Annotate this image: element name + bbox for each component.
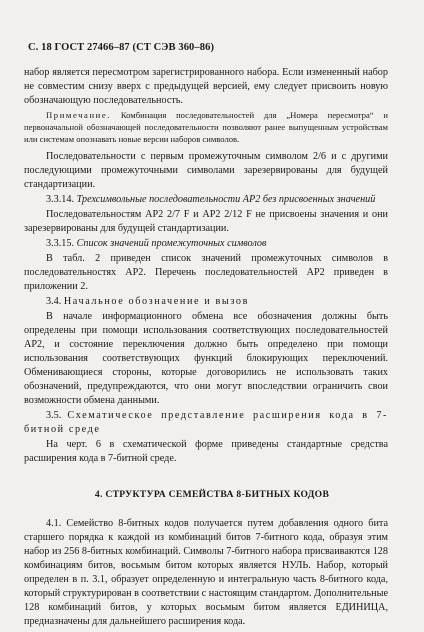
paragraph-figure-6: На черт. 6 в схематической форме приведены стандартные средства расширения кода в 7-битной среде. [24,439,388,464]
section-number: 3.3.14. [46,194,77,205]
section-title: Начальное обозначение и вызов [63,296,250,307]
section-title: Трехсимвольные последовательности АР2 без присвоенных значений [76,194,376,205]
note-label: Примечание. [46,110,112,120]
section-number: 3.5. [46,410,68,421]
paragraph-4-1: 4.1. Семейство 8-битных кодов получается путем добавления одного бита старшего порядка к каждой из комбинаций битов 7-битного кода, образуя этим набор из 256 8-битных комбинаций. Символы 7-битного набора присваиваются 128 комбинациям битов, восьмым битом которых является НУЛЬ. Набор, который определен в п. 3.1, образует определенную и интегральную часть 8-битного кода, который структурирован в соответствии с настоящим стандартом. Дополнительные 128 комбинаций битов, у которых восьмым битом является ЕДИНИЦА, предназначены для дальнейшего расширения кода. [24,518,388,627]
paragraph-unassigned: Последовательностям АР2 2/7 F и АР2 2/12 F не присвоены значения и они зарезервированы для будущей стандартизации. [24,209,388,234]
note-text: Комбинация последовательностей для „Номера пересмотра“ и первоначальной обозначающей последовательности позволяют ранее выпущенным устройствам или системам опознавать новые версии наборов символов. [24,110,388,144]
section-number: 3.3.15. [46,238,77,249]
section-title: Схематическое представление расширения кода в 7-битной среде [24,410,389,435]
paragraph-revision: набор является пересмотром зарегистрированного набора. Если измененный набор не совместим снизу вверх с предыдущей версией, ему следует присвоить новую обозначающую последовательность. [24,67,388,106]
section-title: Список значений промежуточных символов [76,238,267,249]
section-3-3-15-heading [24,237,388,251]
note [24,109,388,145]
paragraph-table-2: В табл. 2 приведен список значений промежуточных символов в последовательностях АР2. Перечень последовательностей АР2 приведен в приложении 2. [24,253,388,292]
paragraph-reserved-2-6: Последовательности с первым промежуточным символом 2/6 и с другими последующими промежуточными символами зарезервированы для будущей стандартизации. [24,151,388,190]
section-4-title: 4. СТРУКТУРА СЕМЕЙСТВА 8-БИТНЫХ КОДОВ [94,489,330,500]
section-3-4-heading [24,295,388,309]
paragraph-initial-designation: В начале информационного обмена все обозначения должны быть определены при помощи использования соответствующих последовательностей АР2, и состояние переключения должно быть определено при помощи использования соответствующих функций блокирующих переключений. Обменивающиеся стороны, которые договорились не использовать таких обозначений, предупреждаются, что они могут впоследствии ограничить свои возможности обмена данными. [24,311,388,406]
section-number: 3.4. [46,296,64,307]
page-header: С. 18 ГОСТ 27466–87 (СТ СЭВ 360–86) [28,42,215,53]
section-3-5-heading [24,409,388,437]
section-3-3-14-heading [24,193,388,207]
